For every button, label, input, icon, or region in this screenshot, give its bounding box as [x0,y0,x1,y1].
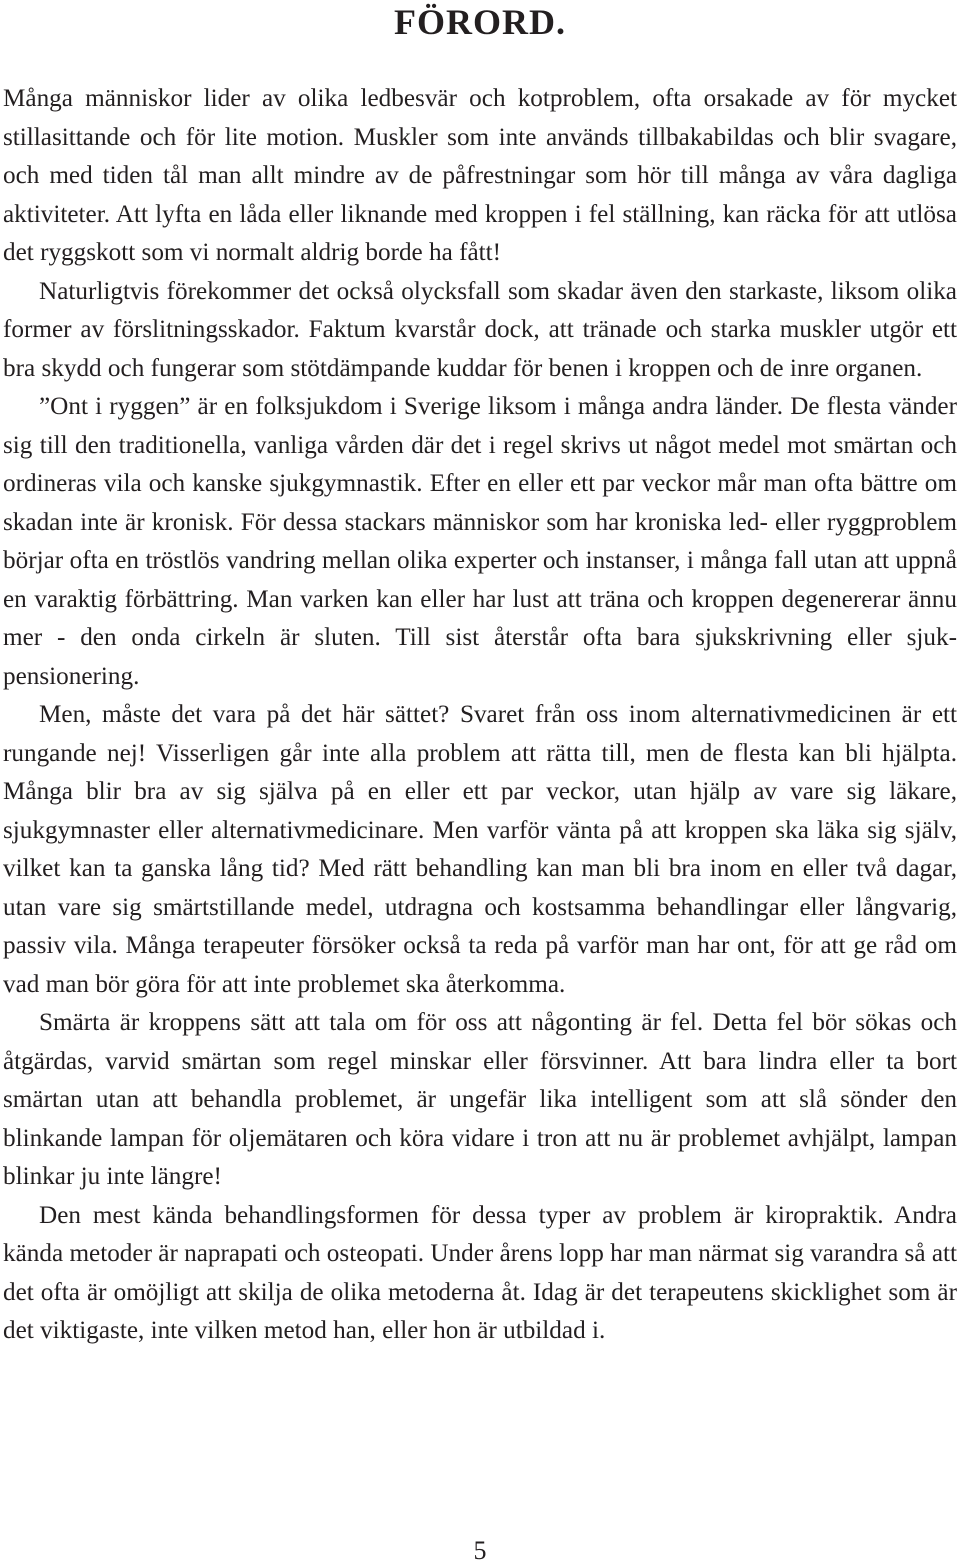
paragraph-6: Den mest kända behandlingsformen för dessa typer av problem är kiropraktik. Andra kända metoder är naprapati och osteopati. Under årens lopp har man närmat sig varandra så att det ofta är omöjligt att skilja de olika metoderna åt. Idag är det terapeutens skicklighet som är det viktigaste, inte vilken metod han, eller hon är utbildad i. [3,1201,957,1344]
page-title: FÖRORD. [394,2,566,42]
paragraph-2: Naturligtvis förekommer det också olycksfall som skadar även den starkaste, liksom olika former av förslitningsskador. Faktum kvarstår dock, att tränade och starka muskler utgör ett bra skydd och fungerar som stötdämpande kuddar för benen i kroppen och de inre organen. [3,277,957,382]
page-number: 5 [473,1536,487,1565]
paragraph-3: ”Ont i ryggen” är en folksjukdom i Sverige liksom i många andra länder. De flesta vänder sig till den traditionella, vanliga vården där det i regel skrivs ut något medel mot smärtan och ordineras vila och kanske sjukgymnastik. Efter en eller ett par veckor mår man ofta bättre om skadan inte är kronisk. För dessa stackars människor som har kroniska led- eller ryggproblem börjar ofta en tröstlös vandring mellan olika experter och instanser, i många fall utan att uppnå en varaktig förbättring. Man varken kan eller har lust att träna och kroppen degenererar ännu mer - den onda cirkeln är sluten. Till sist återstår ofta bara sjukskrivning eller sjukpensionering. [3,393,957,690]
paragraph-5: Smärta är kroppens sätt att tala om för oss att någonting är fel. Detta fel bör sökas och åtgärdas, varvid smärtan som regel minskar eller försvinner. Att bara lindra eller ta bort smärtan utan att behandla problemet, är ungefär lika intelligent som att slå sönder den blinkande lampan för oljemätaren och köra vidare i tron att nu är problemet avhjälpt, lampan blinkar ju inte längre! [3,1009,957,1190]
paragraph-1: Många människor lider av olika ledbesvär och kotproblem, ofta orsakade av för mycket stillasittande och för lite motion. Muskler som inte används tillbakabildas och blir svagare, och med tiden tål man allt mindre av de påfrestningar som hör till många av våra dagliga aktiviteter. Att lyfta en låda eller liknande med kroppen i fel ställning, kan räcka för att utlösa det ryggskott som vi normalt aldrig borde ha fått! [3,85,957,266]
paragraph-4: Men, måste det vara på det här sättet? Svaret från oss inom alternativmedicinen är ett rungande nej! Visserligen går inte alla problem att rätta till, men de flesta kan bli hjälpta. Många blir bra av sig själva på en eller ett par veckor, utan hjälp av vare sig läkare, sjukgymnaster eller alternativmedicinare. Men varför vänta på att kroppen ska läka sig själv, vilket kan ta ganska lång tid? Med rätt behandling kan man bli bra inom en eller två dagar, utan vare sig smärtstillande medel, utdragna och kostsamma behandlingar eller långvarig, passiv vila. Många terapeuter försöker också ta reda på varför man har ont, för att ge råd om vad man bör göra för att inte problemet ska återkomma. [3,701,957,998]
body-text [3,80,957,1351]
